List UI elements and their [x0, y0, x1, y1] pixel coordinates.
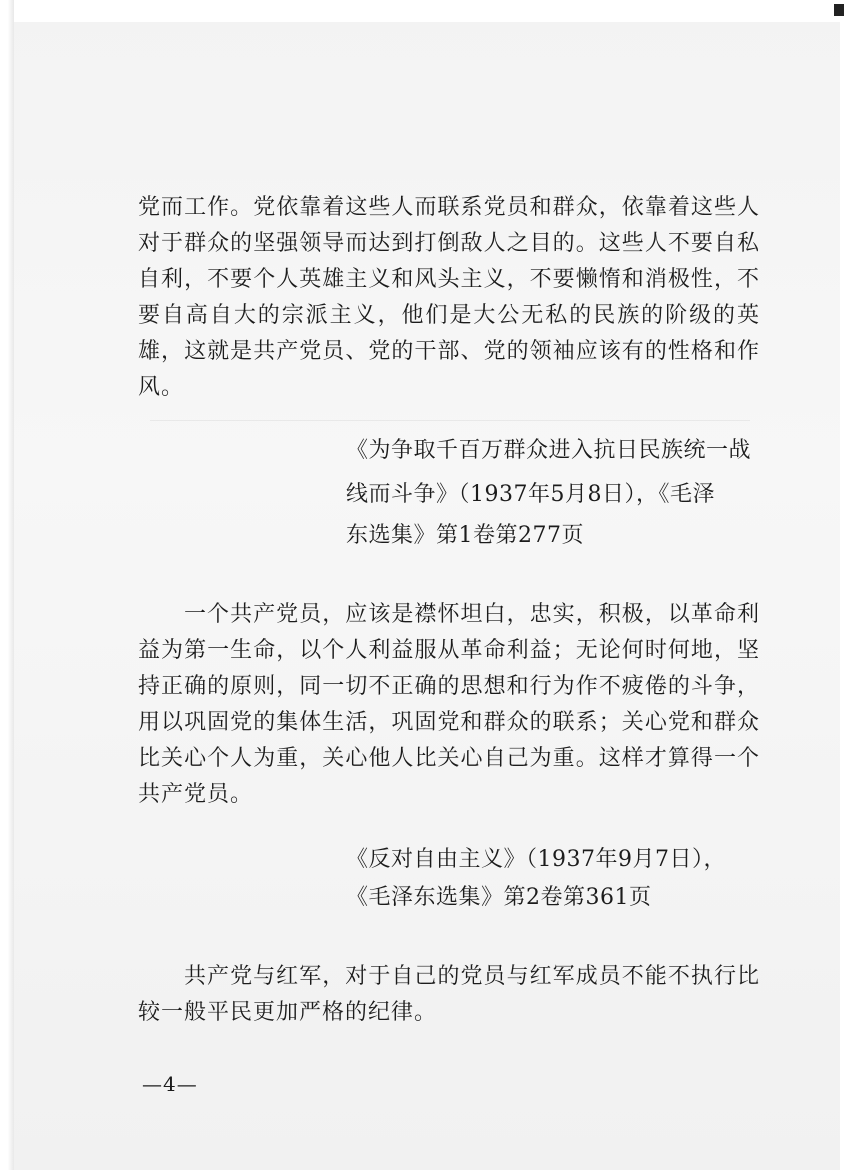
citation-2-line-2: 《毛泽东选集》第2卷第361页	[346, 885, 652, 910]
citation-2-line-1: 《反对自由主义》（1937年9月7日），	[346, 847, 726, 872]
scan-border-left	[0, 0, 14, 1170]
citation-1-line-2: 线而斗争》（1937年5月8日），《毛泽	[346, 482, 715, 507]
paragraph-1: 党而工作。党依靠着这些人而联系党员和群众，依靠着这些人对于群众的坚强领导而达到打倒敌人之目的。这些人不要自私自利，不要个人英雄主义和风头主义，不要懒惰和消极性，不要自高自大的宗派主义，他们是大公无私的民族的阶级的英雄，这就是共产党员、党的干部、党的领袖应该有的性格和作风。	[138, 195, 760, 400]
scan-corner-mark	[834, 4, 844, 16]
paragraph-2: 一个共产党员，应该是襟怀坦白，忠实，积极，以革命利益为第一生命，以个人利益服从革命利益；无论何时何地，坚持正确的原则，同一切不正确的思想和行为作不疲倦的斗争，用以巩固党的集体生活，巩固党和群众的联系；关心党和群众比关心个人为重，关心他人比关心自己为重。这样才算得一个共产党员。	[138, 602, 760, 807]
scan-border-top	[0, 0, 850, 22]
page-number: —4—	[142, 1072, 198, 1096]
scan-border-right	[840, 0, 850, 1170]
citation-1-line-1: 《为争取千百万群众进入抗日民族统一战	[346, 438, 752, 463]
paragraph-3: 共产党与红军，对于自己的党员与红军成员不能不执行比较一般平民更加严格的纪律。	[138, 964, 760, 1025]
citation-1-line-3: 东选集》第1卷第277页	[346, 523, 584, 548]
